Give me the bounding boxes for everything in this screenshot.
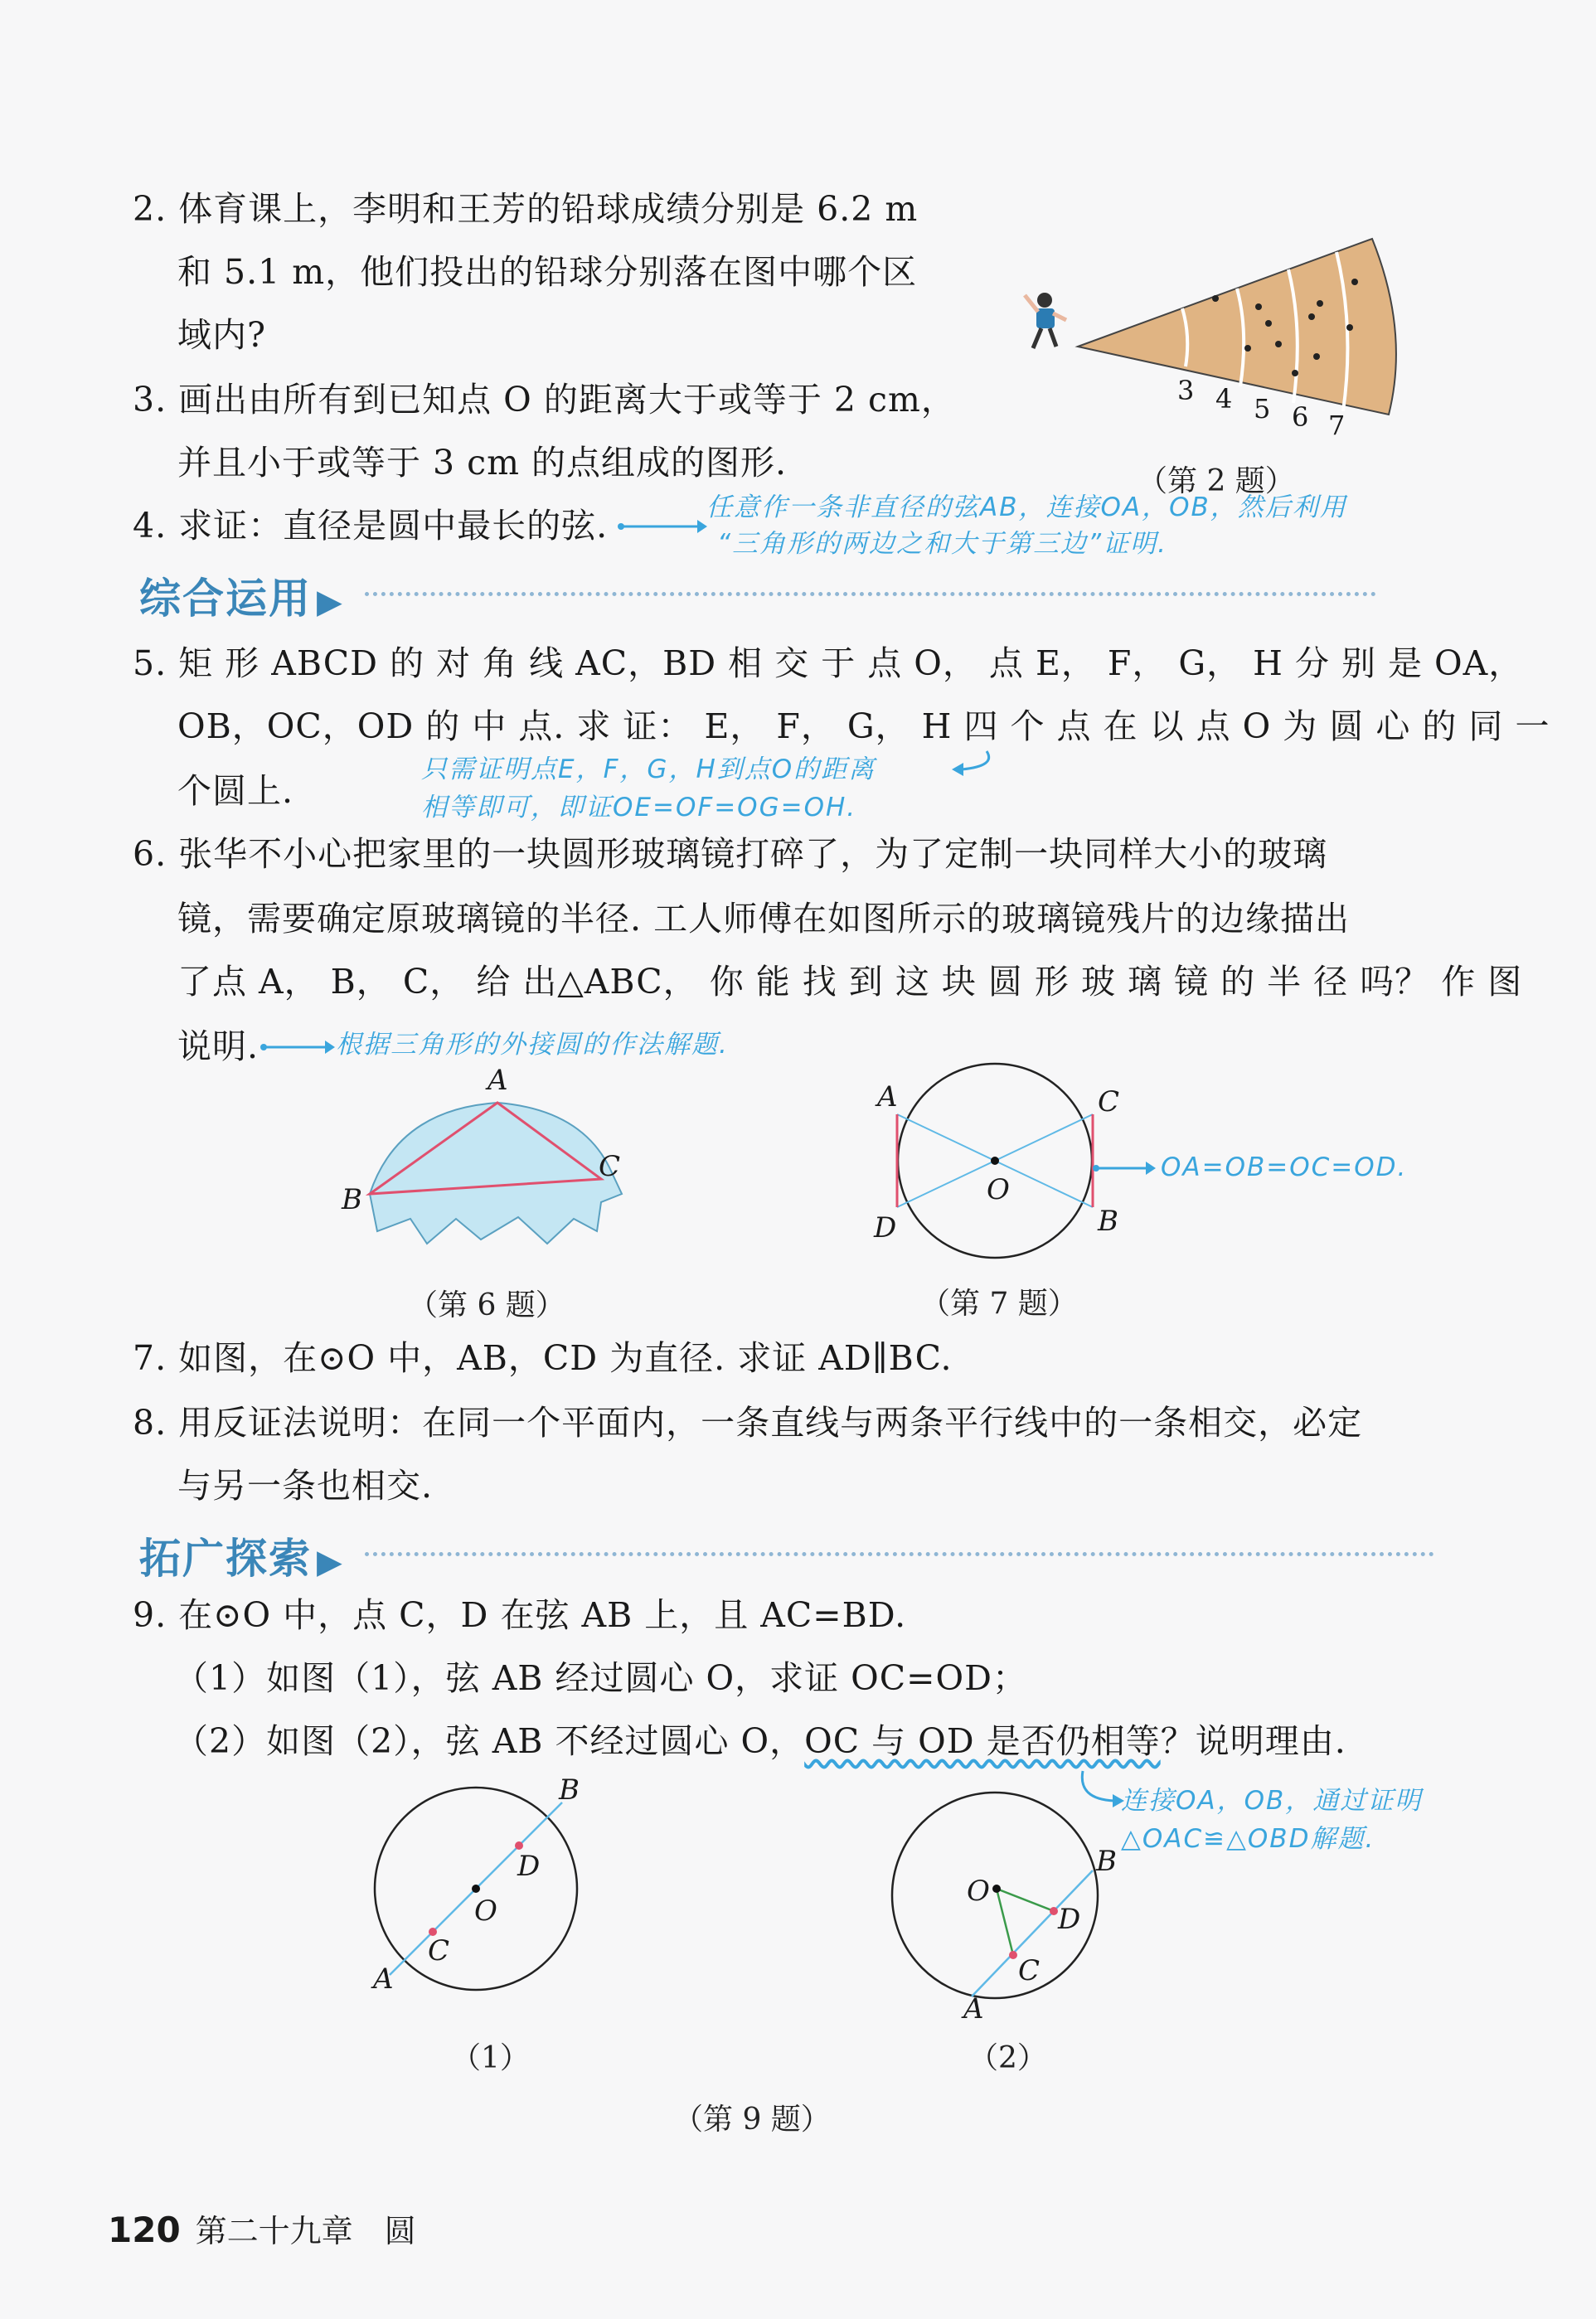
problem-6-line-4: 说明.: [177, 1026, 260, 1066]
problem-9-line-1: 9. 在⊙O 中，点 C，D 在弦 AB 上，且 AC=BD.: [133, 1595, 907, 1635]
fig7-label-a: A: [877, 1080, 898, 1113]
fig9-2-label-a: A: [963, 1992, 984, 2025]
problem-2-line-1: 2. 体育课上，李明和王芳的铅球成绩分别是 6.2 m: [133, 189, 919, 229]
triangle-right-icon: ▶: [317, 1543, 344, 1581]
problem-2-line-2: 和 5.1 m，他们投出的铅球分别落在图中哪个区: [177, 252, 918, 292]
note-4-line-1: 任意作一条非直径的弦AB，连接OA，OB，然后利用: [706, 492, 1347, 522]
fig9-1-label-o: O: [474, 1894, 497, 1928]
fig2-label-6: 6: [1292, 401, 1309, 433]
note-9-line-2: △OAC≌△OBD解题.: [1121, 1824, 1375, 1854]
problem-6-line-2: 镜，需要确定原玻璃镜的半径. 工人师傅在如图所示的玻璃镜残片的边缘描出: [177, 899, 1351, 939]
page-number: 120: [108, 2210, 181, 2250]
fig9-1-label-b: B: [559, 1773, 580, 1807]
fig6-label-c: C: [599, 1150, 621, 1183]
problem-3-line-2: 并且小于或等于 3 cm 的点组成的图形.: [177, 443, 788, 483]
figure-7-circle: [862, 1053, 1128, 1269]
segment-od: [997, 1889, 1054, 1911]
note-6: 根据三角形的外接圆的作法解题.: [336, 1030, 729, 1060]
segment-oc: [997, 1889, 1013, 1955]
triangle-right-icon: ▶: [317, 583, 344, 621]
problem-5-line-2: OB，OC，OD 的 中 点. 求 证： E， F， G， H 四 个 点 在 以 点 O 为 圆 心 的 同 一: [177, 706, 1550, 746]
fig7-label-b: B: [1098, 1205, 1118, 1238]
section-divider: [365, 592, 1376, 596]
figure-9-caption: （第 9 题）: [673, 2103, 831, 2137]
fig9-2-label-b: B: [1096, 1845, 1117, 1878]
section-title: 综合运用: [139, 575, 312, 623]
figure-6-caption: （第 6 题）: [408, 1288, 565, 1322]
note-4-arrow: [618, 514, 709, 539]
fig9-2-label-c: C: [1018, 1954, 1041, 1987]
sub-2-part-c: ？说明理由.: [1160, 1721, 1346, 1761]
fig6-label-a: A: [488, 1064, 508, 1097]
fig2-label-3: 3: [1177, 375, 1195, 406]
problem-6-line-3: 了点 A， B， C， 给 出△ABC， 你 能 找 到 这 块 圆 形 玻 璃 镜 的 半 径 吗？ 作 图: [177, 962, 1523, 1002]
fig9-1-label-a: A: [373, 1962, 394, 1996]
note-9-line-1: 连接OA，OB，通过证明: [1121, 1786, 1423, 1816]
circle-o: [892, 1793, 1098, 1998]
problem-8-line-2: 与另一条也相交.: [177, 1466, 434, 1506]
problem-3-line-1: 3. 画出由所有到已知点 O 的距离大于或等于 2 cm，: [133, 380, 956, 420]
problem-9-sub-2: [174, 1716, 1346, 1766]
fig2-label-4: 4: [1215, 383, 1233, 415]
figure-9-sub-2-caption: （2）: [968, 2041, 1047, 2075]
section-divider: [365, 1552, 1434, 1556]
page-footer: [108, 2205, 416, 2251]
note-5-line-2: 相等即可，即证OE=OF=OG=OH.: [421, 793, 857, 822]
note-5-line-1: 只需证明点E，F，G，H到点O的距离: [421, 754, 876, 784]
problem-6-line-1: 6. 张华不小心把家里的一块圆形玻璃镜打碎了，为了定制一块同样大小的玻璃: [133, 834, 1328, 874]
problem-9-sub-1: （1）如图（1），弦 AB 经过圆心 O，求证 OC=OD；: [174, 1658, 1027, 1698]
figure-7-caption: （第 7 题）: [920, 1287, 1078, 1321]
figure-2-caption: （第 2 题）: [1138, 464, 1295, 498]
glass-fragment: [370, 1103, 622, 1244]
note-7: OA=OB=OC=OD.: [1161, 1152, 1408, 1182]
problem-7-line-1: 7. 如图，在⊙O 中，AB，CD 为直径. 求证 AD∥BC.: [133, 1338, 953, 1378]
problem-4-line-1: 4. 求证：直径是圆中最长的弦.: [133, 506, 609, 546]
fig9-1-label-c: C: [428, 1934, 450, 1967]
figure-9-1-circle: [357, 1773, 605, 1998]
problem-5-line-3: 个圆上.: [177, 771, 294, 811]
note-7-arrow: [1093, 1156, 1159, 1181]
figure-9-sub-1-caption: （1）: [451, 2041, 530, 2075]
fig6-label-b: B: [342, 1183, 362, 1216]
figure-2-sector: [1020, 224, 1401, 456]
section-title: 拓广探索: [139, 1535, 312, 1583]
problem-5-line-1: 5. 矩 形 ABCD 的 对 角 线 AC，BD 相 交 于 点 O， 点 E， F， G， H 分 别 是 OA，: [133, 643, 1524, 683]
fig2-label-7: 7: [1328, 410, 1346, 441]
fig9-2-label-d: D: [1058, 1903, 1081, 1936]
note-5-arrow: [945, 748, 1003, 781]
sub-2-highlighted-question: OC 与 OD 是否仍相等: [804, 1721, 1161, 1761]
figure-9-2-circle: [879, 1783, 1128, 2023]
note-6-arrow: [260, 1035, 337, 1060]
problem-2-line-3: 域内?: [177, 315, 266, 355]
problem-8-line-1: 8. 用反证法说明：在同一个平面内，一条直线与两条平行线中的一条相交，必定: [133, 1403, 1363, 1443]
fig7-label-o: O: [987, 1173, 1010, 1206]
sub-2-part-a: （2）如图（2），弦 AB 不经过圆心 O，: [174, 1721, 805, 1761]
note-4-line-2: “三角形的两边之和大于第三边”证明.: [717, 529, 1167, 559]
athlete-icon: [1025, 293, 1066, 348]
fig7-label-c: C: [1098, 1085, 1120, 1118]
chapter-title: 第二十九章 圆: [195, 2213, 416, 2249]
fig9-2-label-o: O: [967, 1875, 990, 1908]
fig2-label-5: 5: [1254, 393, 1271, 425]
figure-6-mirror: [332, 1064, 647, 1260]
fig7-label-d: D: [874, 1211, 897, 1244]
section-heading-integrated: [139, 565, 344, 625]
section-heading-extension: [139, 1526, 344, 1585]
fig9-1-label-d: D: [517, 1850, 541, 1883]
